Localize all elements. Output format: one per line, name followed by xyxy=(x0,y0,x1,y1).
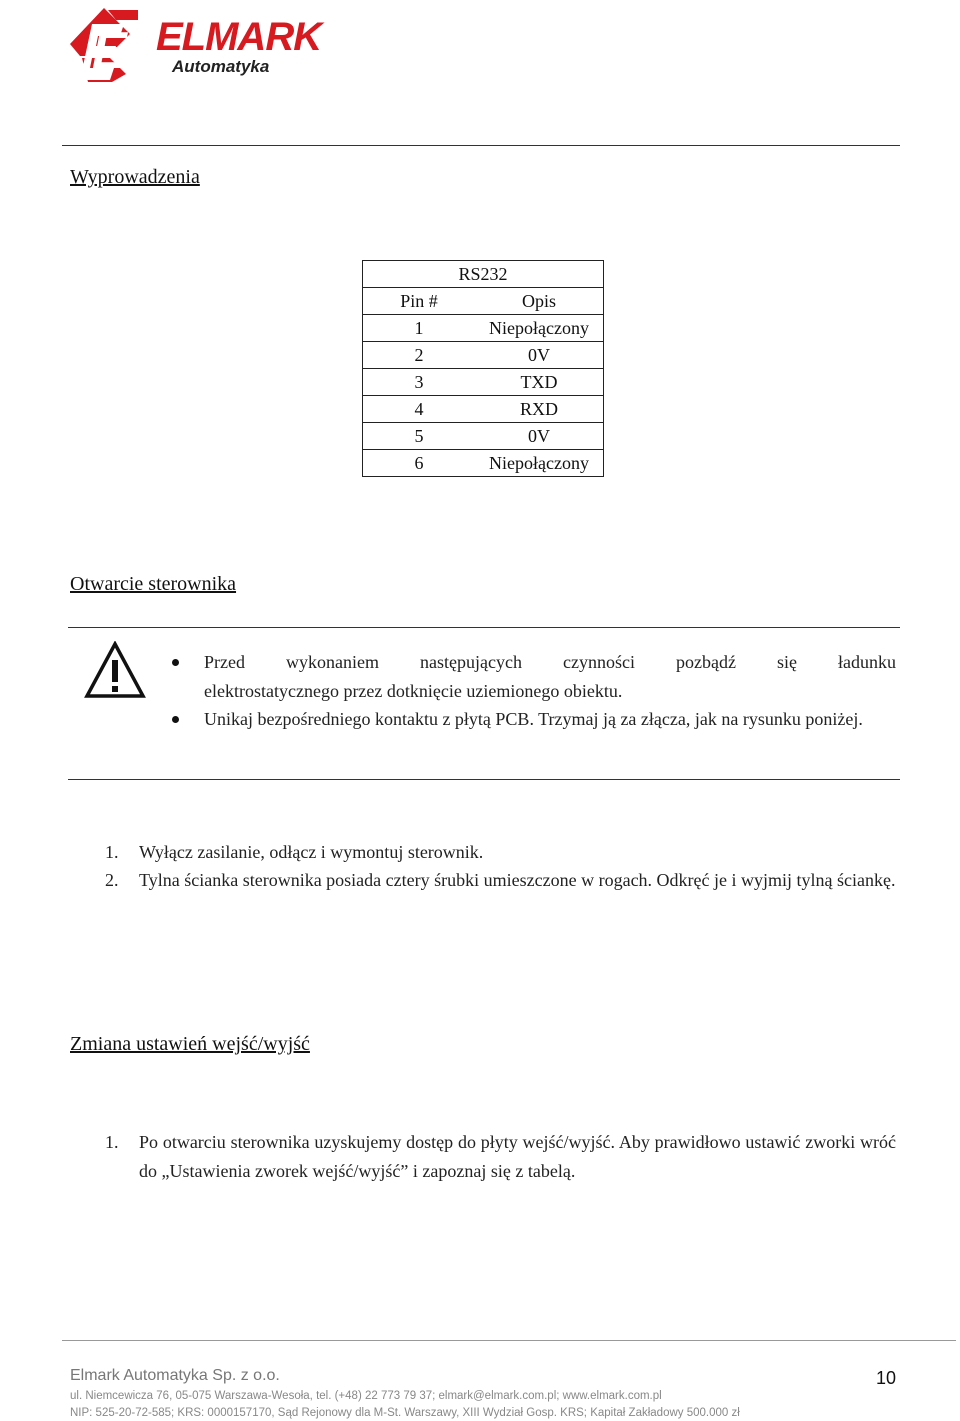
step-text: Wyłącz zasilanie, odłącz i wymontuj sterownik. xyxy=(139,842,484,862)
logo-brand: ELMARK xyxy=(156,15,322,59)
warning-top-rule xyxy=(68,627,900,628)
table-title-row xyxy=(363,261,604,288)
bullet-dot xyxy=(172,716,179,723)
desc-cell: RXD xyxy=(475,396,604,423)
table-row xyxy=(363,450,604,477)
pin-cell: 2 xyxy=(363,342,476,369)
table-title: RS232 xyxy=(363,261,604,288)
table-row xyxy=(363,315,604,342)
pin-cell: 1 xyxy=(363,315,476,342)
step-number: 2. xyxy=(105,870,119,890)
table-row xyxy=(363,342,604,369)
desc-cell: 0V xyxy=(475,423,604,450)
warning-item xyxy=(172,648,896,705)
logo-mark xyxy=(70,8,138,82)
footer-legal: NIP: 525-20-72-585; KRS: 0000157170, Sąd Rejonowy dla M-St. Warszawy, XIII Wydział Gosp. KRS; Kapitał Zakładowy 500.000 zł xyxy=(70,1407,740,1419)
table-header-row xyxy=(363,288,604,315)
list-item xyxy=(105,838,896,866)
table-row xyxy=(363,423,604,450)
warning-item xyxy=(172,705,896,734)
section-title-opening: Otwarcie sterownika xyxy=(70,573,237,595)
list-item xyxy=(105,1128,896,1186)
desc-cell: TXD xyxy=(475,369,604,396)
step-number: 1. xyxy=(105,842,119,862)
step-number: 1. xyxy=(105,1132,119,1152)
section-title-io: Zmiana ustawień wejść/wyjść xyxy=(70,1033,310,1055)
footer-company: Elmark Automatyka Sp. z o.o. xyxy=(70,1367,280,1384)
step-text: Po otwarciu sterownika uzyskujemy dostęp do płyty wejść/wyjść. Aby prawidłowo ustawić zworki wróć do „Ustawienia zworek wejść/wyjść” i zapoznaj się z tabelą. xyxy=(139,1132,896,1181)
pin-cell: 5 xyxy=(363,423,476,450)
table-row xyxy=(363,396,604,423)
step-text: Tylna ścianka sterownika posiada cztery śrubki umieszczone w rogach. Odkręć je i wyjmij tylną ściankę. xyxy=(139,870,896,890)
warning-bottom-rule xyxy=(68,779,900,780)
pin-cell: 3 xyxy=(363,369,476,396)
warning-line: Przed wykonaniem następujących czynności pozbądź się ładunku xyxy=(204,652,896,672)
list-item xyxy=(105,866,896,894)
logo-letter: E xyxy=(92,22,127,80)
column-header-pin: Pin # xyxy=(363,288,476,315)
page-number: 10 xyxy=(876,1368,897,1388)
logo-sub: Automatyka xyxy=(172,57,270,76)
io-steps xyxy=(105,1128,896,1186)
warning-list xyxy=(172,648,896,734)
desc-cell: 0V xyxy=(475,342,604,369)
rs232-table xyxy=(362,260,604,477)
pin-cell: 4 xyxy=(363,396,476,423)
footer-address: ul. Niemcewicza 76, 05-075 Warszawa-Wesoła, tel. (+48) 22 773 79 37; elmark@elmark.com.pl; www.elmark.com.pl xyxy=(70,1390,662,1402)
bullet-dot xyxy=(172,659,179,666)
section-title-outputs: Wyprowadzenia xyxy=(70,166,200,188)
elmark-logo xyxy=(68,6,328,82)
table-row xyxy=(363,369,604,396)
desc-cell: Niepołączony xyxy=(475,450,604,477)
warning-text: Unikaj bezpośredniego kontaktu z płytą PCB. Trzymaj ją za złącza, jak na rysunku poniżej. xyxy=(204,709,863,729)
column-header-desc: Opis xyxy=(475,288,604,315)
desc-cell: Niepołączony xyxy=(475,315,604,342)
warning-line: elektrostatycznego przez dotknięcie uziemionego obiektu. xyxy=(204,680,623,701)
warning-triangle-icon xyxy=(84,641,146,699)
opening-steps xyxy=(105,838,896,894)
header-rule xyxy=(62,145,900,146)
pin-cell: 6 xyxy=(363,450,476,477)
footer-rule xyxy=(62,1340,956,1341)
